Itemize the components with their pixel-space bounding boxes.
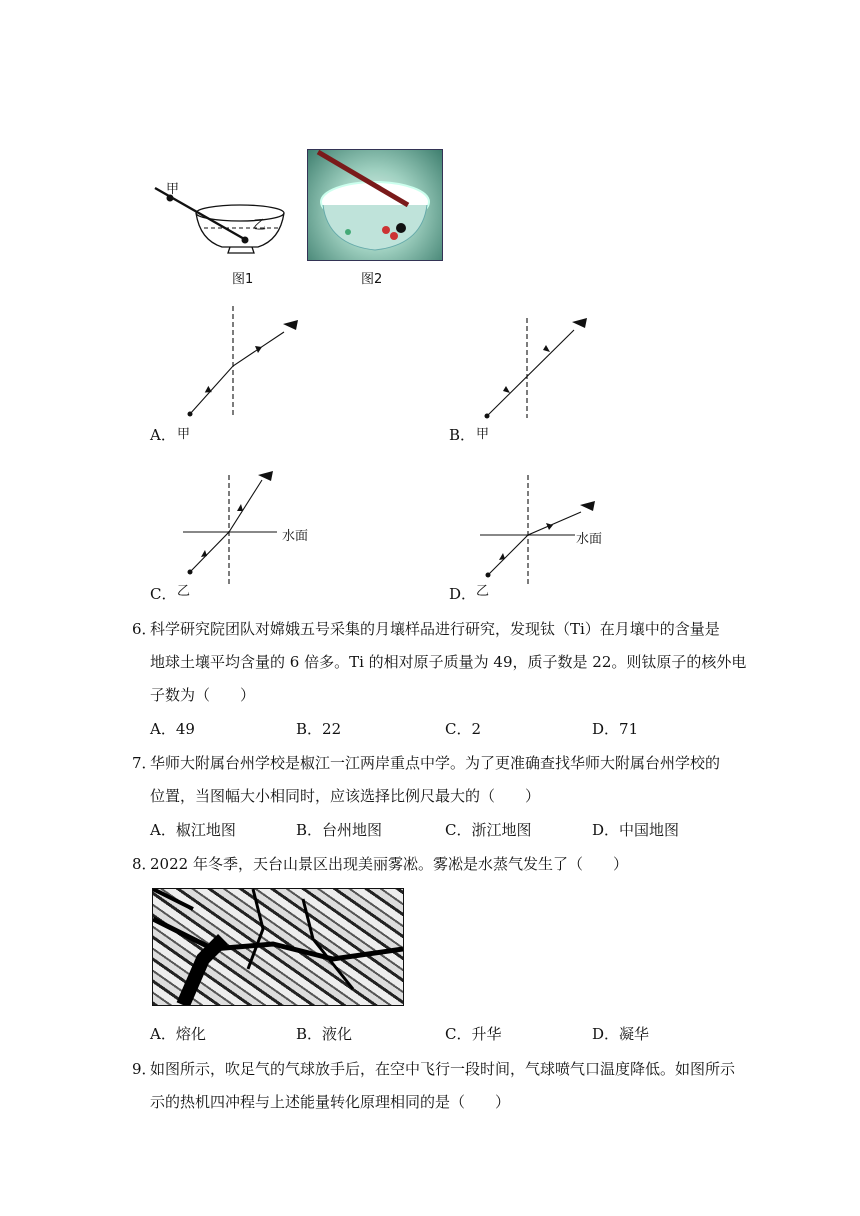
point-yi-dot [242, 237, 249, 244]
option-a-arrow-1 [205, 386, 213, 394]
option-text: D．凝华 [592, 1025, 650, 1043]
fig1-caption: 图1 [232, 272, 254, 287]
option-b-source-dot [485, 414, 490, 419]
option-d-diagram [480, 475, 581, 585]
option-c-source-dot [188, 570, 193, 575]
option-d-arrow-1 [499, 553, 505, 560]
option-c-diagram [183, 475, 277, 585]
fig1-label-jia: 甲 [166, 182, 180, 197]
option-b-point-label: 甲 [476, 427, 490, 442]
option-text: D．71 [592, 720, 639, 738]
option-b-diagram [487, 318, 574, 418]
option-a-point-label: 甲 [177, 427, 191, 442]
option-text: D．中国地图 [592, 821, 680, 839]
fig1-label-yi: 乙 [253, 218, 267, 233]
option-text: A．熔化 [150, 1025, 206, 1043]
option-c-letter: C． [150, 585, 177, 603]
option-d-source-dot [486, 573, 491, 578]
option-b-arrow-1 [543, 345, 550, 352]
option-text: C．浙江地图 [445, 821, 532, 839]
question-text-line: 2022 年冬季，天台山景区出现美丽雾凇。雾凇是水蒸气发生了（ ） [150, 855, 628, 873]
rime-branches [153, 889, 403, 1005]
option-c-surface-label: 水面 [282, 529, 309, 544]
fig2-bowl-photo [307, 149, 443, 261]
question-text-line: 华师大附属台州学校是椒江一江两岸重点中学。为了更准确查找华师大附属台州学校的 [150, 754, 721, 772]
option-text: A．49 [150, 720, 195, 738]
option-b-letter: B． [449, 426, 476, 444]
question-text-line: 地球土壤平均含量的 6 倍多。Ti 的相对原子质量为 49，质子数是 22。则钛原子的核外电 [150, 653, 747, 671]
option-c-point-label: 乙 [177, 584, 191, 599]
option-d-point-label: 乙 [476, 584, 490, 599]
option-text: C．2 [445, 720, 482, 738]
question-text-line: 示的热机四冲程与上述能量转化原理相同的是（ ） [150, 1093, 511, 1111]
option-d-letter: D． [449, 585, 477, 603]
option-b-arrow-2 [503, 386, 510, 393]
option-text: B．22 [296, 720, 342, 738]
option-c-arrow-1 [201, 550, 207, 557]
eye-icon [572, 318, 587, 328]
option-a-source-dot [188, 412, 193, 417]
eye-icon [258, 471, 273, 481]
option-c-arrow-2 [237, 504, 243, 511]
question-text-line: 科学研究院团队对嫦娥五号采集的月壤样品进行研究，发现钛（Ti）在月壤中的含量是 [150, 620, 720, 638]
option-a-arrow-2 [255, 346, 262, 353]
eye-icon [580, 501, 595, 511]
question-number: 7． [132, 754, 157, 772]
option-text: A．椒江地图 [150, 821, 236, 839]
rime-photo [152, 888, 404, 1006]
option-text: C．升华 [445, 1025, 502, 1043]
question-number: 6． [132, 620, 157, 638]
option-text: B．液化 [296, 1025, 353, 1043]
question-text-line: 位置，当图幅大小相同时，应该选择比例尺最大的（ ） [150, 787, 541, 805]
question-number: 8． [132, 855, 157, 873]
question-text-line: 如图所示，吹足气的气球放手后，在空中飞行一段时间，气球喷气口温度降低。如图所示 [150, 1060, 736, 1078]
option-a-letter: A． [150, 426, 176, 444]
option-a-diagram [190, 306, 284, 418]
option-d-surface-label: 水面 [576, 532, 603, 547]
question-number: 9． [132, 1060, 157, 1078]
fig2-caption: 图2 [361, 272, 383, 287]
option-text: B．台州地图 [296, 821, 383, 839]
eye-icon [283, 320, 298, 330]
chopstick-in-bowl [308, 150, 442, 260]
question-text-line: 子数为（ ） [150, 686, 256, 704]
